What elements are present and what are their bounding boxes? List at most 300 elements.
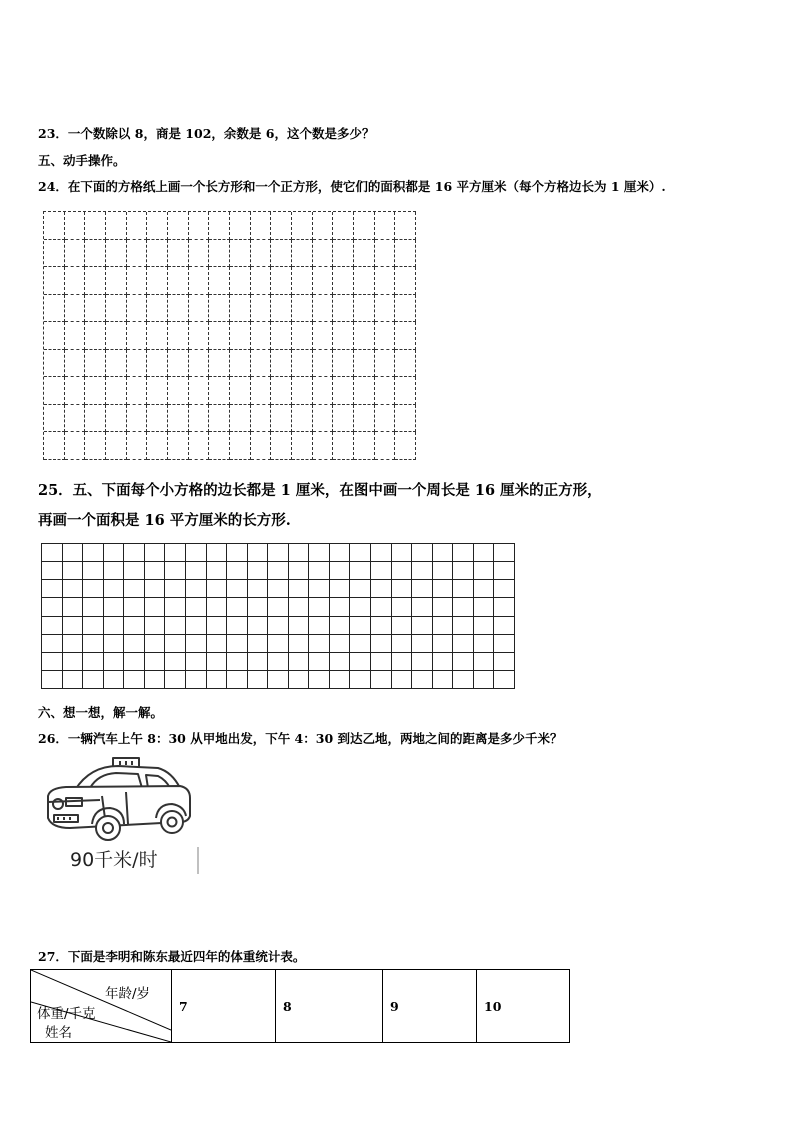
grid-cell <box>309 617 330 635</box>
grid-cell <box>83 598 104 616</box>
grid-cell <box>313 295 334 323</box>
grid-cell <box>453 617 474 635</box>
grid-cell <box>453 562 474 580</box>
grid-cell <box>127 212 148 240</box>
grid-cell <box>124 617 145 635</box>
grid-cell <box>63 635 84 653</box>
question-23: 23．一个数除以 8，商是 102，余数是 6，这个数是多少？ <box>38 126 375 141</box>
grid-cell <box>309 671 330 689</box>
grid-cell <box>292 432 313 460</box>
grid-cell <box>42 580 63 598</box>
grid-cell <box>248 653 269 671</box>
grid-cell <box>189 377 210 405</box>
grid-cell <box>145 598 166 616</box>
grid-cell <box>412 671 433 689</box>
grid-cell <box>65 377 86 405</box>
grid-cell <box>147 322 168 350</box>
grid-cell <box>85 295 106 323</box>
grid-cell <box>330 653 351 671</box>
grid-cell <box>147 295 168 323</box>
grid-cell <box>83 653 104 671</box>
grid-cell <box>313 322 334 350</box>
grid-cell <box>106 432 127 460</box>
grid-cell <box>186 617 207 635</box>
grid-cell <box>350 580 371 598</box>
grid-cell <box>392 653 413 671</box>
grid-cell <box>227 580 248 598</box>
grid-cell <box>371 671 392 689</box>
grid-cell <box>375 240 396 268</box>
grid-cell <box>292 322 313 350</box>
grid-cell <box>309 562 330 580</box>
grid-cell <box>392 598 413 616</box>
grid-cell <box>453 671 474 689</box>
grid-cell <box>251 377 272 405</box>
grid-cell <box>350 562 371 580</box>
grid-cell <box>168 295 189 323</box>
solid-grid-paper <box>41 543 515 689</box>
grid-cell <box>227 635 248 653</box>
grid-cell <box>433 653 454 671</box>
grid-cell <box>251 405 272 433</box>
grid-cell <box>395 350 416 378</box>
grid-cell <box>147 240 168 268</box>
grid-cell <box>83 671 104 689</box>
grid-cell <box>42 653 63 671</box>
grid-cell <box>371 635 392 653</box>
grid-cell <box>209 212 230 240</box>
grid-cell <box>186 544 207 562</box>
grid-cell <box>494 544 515 562</box>
grid-cell <box>106 322 127 350</box>
grid-cell <box>104 562 125 580</box>
grid-cell <box>189 405 210 433</box>
grid-cell <box>271 267 292 295</box>
grid-cell <box>268 598 289 616</box>
grid-cell <box>127 405 148 433</box>
grid-cell <box>165 580 186 598</box>
grid-cell <box>147 267 168 295</box>
grid-cell <box>165 544 186 562</box>
grid-cell <box>248 635 269 653</box>
grid-cell <box>65 212 86 240</box>
grid-cell <box>106 267 127 295</box>
grid-cell <box>289 562 310 580</box>
grid-cell <box>186 671 207 689</box>
grid-cell <box>333 405 354 433</box>
grid-cell <box>168 322 189 350</box>
grid-cell <box>248 580 269 598</box>
age-cell-8: 8 <box>276 970 383 1043</box>
grid-cell <box>313 405 334 433</box>
grid-cell <box>271 405 292 433</box>
grid-cell <box>168 432 189 460</box>
grid-cell <box>145 635 166 653</box>
grid-cell <box>392 617 413 635</box>
grid-cell <box>63 562 84 580</box>
grid-cell <box>44 212 65 240</box>
grid-cell <box>44 350 65 378</box>
grid-cell <box>227 562 248 580</box>
grid-cell <box>186 562 207 580</box>
grid-cell <box>350 598 371 616</box>
grid-cell <box>289 635 310 653</box>
grid-cell <box>230 212 251 240</box>
grid-cell <box>207 562 228 580</box>
grid-cell <box>248 671 269 689</box>
grid-cell <box>230 405 251 433</box>
grid-cell <box>313 212 334 240</box>
grid-cell <box>412 544 433 562</box>
grid-cell <box>350 544 371 562</box>
grid-cell <box>354 405 375 433</box>
grid-cell <box>168 267 189 295</box>
grid-cell <box>289 671 310 689</box>
grid-cell <box>207 653 228 671</box>
header-name-label: 姓名 <box>45 1025 72 1041</box>
grid-cell <box>168 240 189 268</box>
grid-cell <box>124 544 145 562</box>
grid-cell <box>189 240 210 268</box>
grid-cell <box>104 617 125 635</box>
grid-cell <box>230 322 251 350</box>
grid-cell <box>186 598 207 616</box>
grid-cell <box>251 432 272 460</box>
grid-cell <box>268 544 289 562</box>
grid-cell <box>289 598 310 616</box>
grid-cell <box>145 562 166 580</box>
grid-cell <box>165 635 186 653</box>
car-speed-label: 90千米/时 <box>70 849 158 871</box>
grid-cell <box>333 212 354 240</box>
grid-cell <box>209 267 230 295</box>
grid-cell <box>104 598 125 616</box>
grid-cell <box>494 671 515 689</box>
grid-cell <box>230 377 251 405</box>
grid-cell <box>453 598 474 616</box>
grid-cell <box>63 544 84 562</box>
grid-cell <box>85 350 106 378</box>
question-25-line-1: 25．五、下面每个小方格的边长都是 1 厘米，在图中画一个周长是 16 厘米的正方形， <box>38 482 602 499</box>
grid-cell <box>189 432 210 460</box>
grid-cell <box>85 267 106 295</box>
grid-cell <box>209 405 230 433</box>
grid-cell <box>124 635 145 653</box>
grid-cell <box>474 653 495 671</box>
grid-cell <box>453 580 474 598</box>
grid-cell <box>333 322 354 350</box>
grid-cell <box>230 432 251 460</box>
grid-cell <box>65 350 86 378</box>
grid-cell <box>189 212 210 240</box>
grid-cell <box>127 240 148 268</box>
grid-cell <box>375 377 396 405</box>
grid-cell <box>268 580 289 598</box>
grid-cell <box>209 350 230 378</box>
grid-cell <box>309 544 330 562</box>
grid-cell <box>371 580 392 598</box>
grid-cell <box>313 350 334 378</box>
grid-cell <box>392 580 413 598</box>
section-5-heading: 五、动手操作。 <box>38 153 126 168</box>
grid-cell <box>412 635 433 653</box>
grid-cell <box>289 617 310 635</box>
table-diagonal-header <box>31 970 172 1043</box>
grid-cell <box>333 350 354 378</box>
grid-cell <box>42 562 63 580</box>
grid-cell <box>494 580 515 598</box>
grid-cell <box>44 377 65 405</box>
grid-cell <box>124 671 145 689</box>
grid-cell <box>85 240 106 268</box>
grid-cell <box>106 350 127 378</box>
question-24: 24．在下面的方格纸上画一个长方形和一个正方形，使它们的面积都是 16 平方厘米（每个方格边长为 1 厘米）. <box>38 179 666 194</box>
grid-cell <box>147 405 168 433</box>
grid-cell <box>350 635 371 653</box>
grid-cell <box>124 653 145 671</box>
grid-cell <box>63 671 84 689</box>
grid-cell <box>83 580 104 598</box>
grid-cell <box>271 377 292 405</box>
grid-cell <box>474 598 495 616</box>
grid-cell <box>168 212 189 240</box>
grid-cell <box>289 580 310 598</box>
grid-cell <box>147 377 168 405</box>
grid-cell <box>207 617 228 635</box>
grid-cell <box>292 377 313 405</box>
grid-cell <box>494 598 515 616</box>
grid-cell <box>354 432 375 460</box>
grid-cell <box>433 635 454 653</box>
grid-cell <box>309 598 330 616</box>
grid-cell <box>375 212 396 240</box>
grid-cell <box>207 580 228 598</box>
grid-cell <box>494 635 515 653</box>
grid-cell <box>474 544 495 562</box>
grid-cell <box>207 598 228 616</box>
grid-cell <box>354 267 375 295</box>
grid-cell <box>271 322 292 350</box>
grid-cell <box>292 267 313 295</box>
grid-cell <box>248 562 269 580</box>
grid-cell <box>271 432 292 460</box>
question-27: 27．下面是李明和陈东最近四年的体重统计表。 <box>38 949 306 964</box>
grid-cell <box>42 598 63 616</box>
grid-cell <box>251 295 272 323</box>
grid-cell <box>104 635 125 653</box>
grid-cell <box>371 562 392 580</box>
grid-cell <box>230 240 251 268</box>
grid-cell <box>395 212 416 240</box>
grid-cell <box>85 322 106 350</box>
grid-cell <box>433 580 454 598</box>
grid-cell <box>189 295 210 323</box>
grid-cell <box>42 617 63 635</box>
grid-cell <box>147 432 168 460</box>
grid-cell <box>227 671 248 689</box>
grid-cell <box>104 544 125 562</box>
age-cell-9: 9 <box>383 970 477 1043</box>
grid-cell <box>433 544 454 562</box>
grid-cell <box>354 350 375 378</box>
grid-cell <box>251 212 272 240</box>
grid-cell <box>375 405 396 433</box>
grid-cell <box>44 322 65 350</box>
grid-cell <box>330 617 351 635</box>
grid-cell <box>333 240 354 268</box>
grid-cell <box>165 617 186 635</box>
grid-cell <box>309 580 330 598</box>
grid-cell <box>186 653 207 671</box>
grid-cell <box>268 671 289 689</box>
grid-cell <box>474 635 495 653</box>
grid-cell <box>433 562 454 580</box>
grid-cell <box>392 671 413 689</box>
grid-cell <box>106 377 127 405</box>
grid-cell <box>65 322 86 350</box>
table-row <box>31 970 570 1043</box>
grid-cell <box>494 653 515 671</box>
grid-cell <box>333 295 354 323</box>
grid-cell <box>292 240 313 268</box>
grid-cell <box>85 212 106 240</box>
grid-cell <box>333 432 354 460</box>
grid-cell <box>189 350 210 378</box>
grid-cell <box>395 405 416 433</box>
grid-cell <box>145 653 166 671</box>
grid-cell <box>354 240 375 268</box>
grid-cell <box>127 267 148 295</box>
dashed-grid-paper <box>43 211 416 460</box>
grid-cell <box>392 544 413 562</box>
grid-cell <box>268 617 289 635</box>
grid-cell <box>227 544 248 562</box>
grid-cell <box>395 295 416 323</box>
grid-cell <box>248 598 269 616</box>
grid-cell <box>106 405 127 433</box>
grid-cell <box>354 377 375 405</box>
grid-cell <box>165 562 186 580</box>
grid-cell <box>292 295 313 323</box>
grid-cell <box>330 635 351 653</box>
grid-cell <box>147 350 168 378</box>
grid-cell <box>271 295 292 323</box>
grid-cell <box>392 635 413 653</box>
grid-cell <box>375 267 396 295</box>
grid-cell <box>209 322 230 350</box>
grid-cell <box>127 322 148 350</box>
grid-cell <box>330 562 351 580</box>
grid-cell <box>230 350 251 378</box>
weight-statistics-table <box>30 969 570 1043</box>
grid-cell <box>412 598 433 616</box>
grid-cell <box>63 580 84 598</box>
grid-cell <box>65 295 86 323</box>
grid-cell <box>248 544 269 562</box>
grid-cell <box>412 580 433 598</box>
grid-cell <box>83 617 104 635</box>
grid-cell <box>83 544 104 562</box>
grid-cell <box>354 322 375 350</box>
grid-cell <box>350 653 371 671</box>
grid-cell <box>350 617 371 635</box>
grid-cell <box>207 671 228 689</box>
grid-cell <box>186 580 207 598</box>
grid-cell <box>271 212 292 240</box>
grid-cell <box>453 653 474 671</box>
grid-cell <box>494 617 515 635</box>
grid-cell <box>453 635 474 653</box>
grid-cell <box>168 377 189 405</box>
grid-cell <box>371 653 392 671</box>
grid-cell <box>330 598 351 616</box>
grid-cell <box>313 432 334 460</box>
grid-cell <box>474 562 495 580</box>
grid-cell <box>42 671 63 689</box>
grid-cell <box>127 350 148 378</box>
grid-cell <box>42 635 63 653</box>
grid-cell <box>165 653 186 671</box>
grid-cell <box>124 598 145 616</box>
question-26: 26．一辆汽车上午 8：30 从甲地出发，下午 4：30 到达乙地，两地之间的距离是多少千米？ <box>38 731 563 746</box>
grid-cell <box>127 295 148 323</box>
grid-cell <box>395 240 416 268</box>
grid-cell <box>292 350 313 378</box>
grid-cell <box>313 240 334 268</box>
grid-cell <box>433 598 454 616</box>
grid-cell <box>227 653 248 671</box>
grid-cell <box>309 635 330 653</box>
grid-cell <box>289 544 310 562</box>
grid-cell <box>106 212 127 240</box>
grid-cell <box>85 432 106 460</box>
grid-cell <box>292 212 313 240</box>
grid-cell <box>124 580 145 598</box>
grid-cell <box>330 544 351 562</box>
grid-cell <box>251 267 272 295</box>
grid-cell <box>251 322 272 350</box>
grid-cell <box>271 350 292 378</box>
grid-cell <box>251 240 272 268</box>
grid-cell <box>371 617 392 635</box>
grid-cell <box>165 671 186 689</box>
grid-cell <box>207 635 228 653</box>
grid-cell <box>44 432 65 460</box>
grid-cell <box>313 267 334 295</box>
grid-cell <box>44 295 65 323</box>
grid-cell <box>44 405 65 433</box>
grid-cell <box>433 671 454 689</box>
age-cell-7: 7 <box>172 970 276 1043</box>
grid-cell <box>350 671 371 689</box>
grid-cell <box>209 240 230 268</box>
grid-cell <box>268 562 289 580</box>
grid-cell <box>474 671 495 689</box>
grid-cell <box>375 322 396 350</box>
grid-cell <box>63 653 84 671</box>
grid-cell <box>186 635 207 653</box>
grid-cell <box>375 432 396 460</box>
grid-cell <box>65 267 86 295</box>
grid-cell <box>230 267 251 295</box>
grid-cell <box>165 598 186 616</box>
grid-cell <box>453 544 474 562</box>
grid-cell <box>85 377 106 405</box>
grid-cell <box>268 635 289 653</box>
grid-cell <box>333 267 354 295</box>
grid-cell <box>433 617 454 635</box>
grid-cell <box>106 295 127 323</box>
